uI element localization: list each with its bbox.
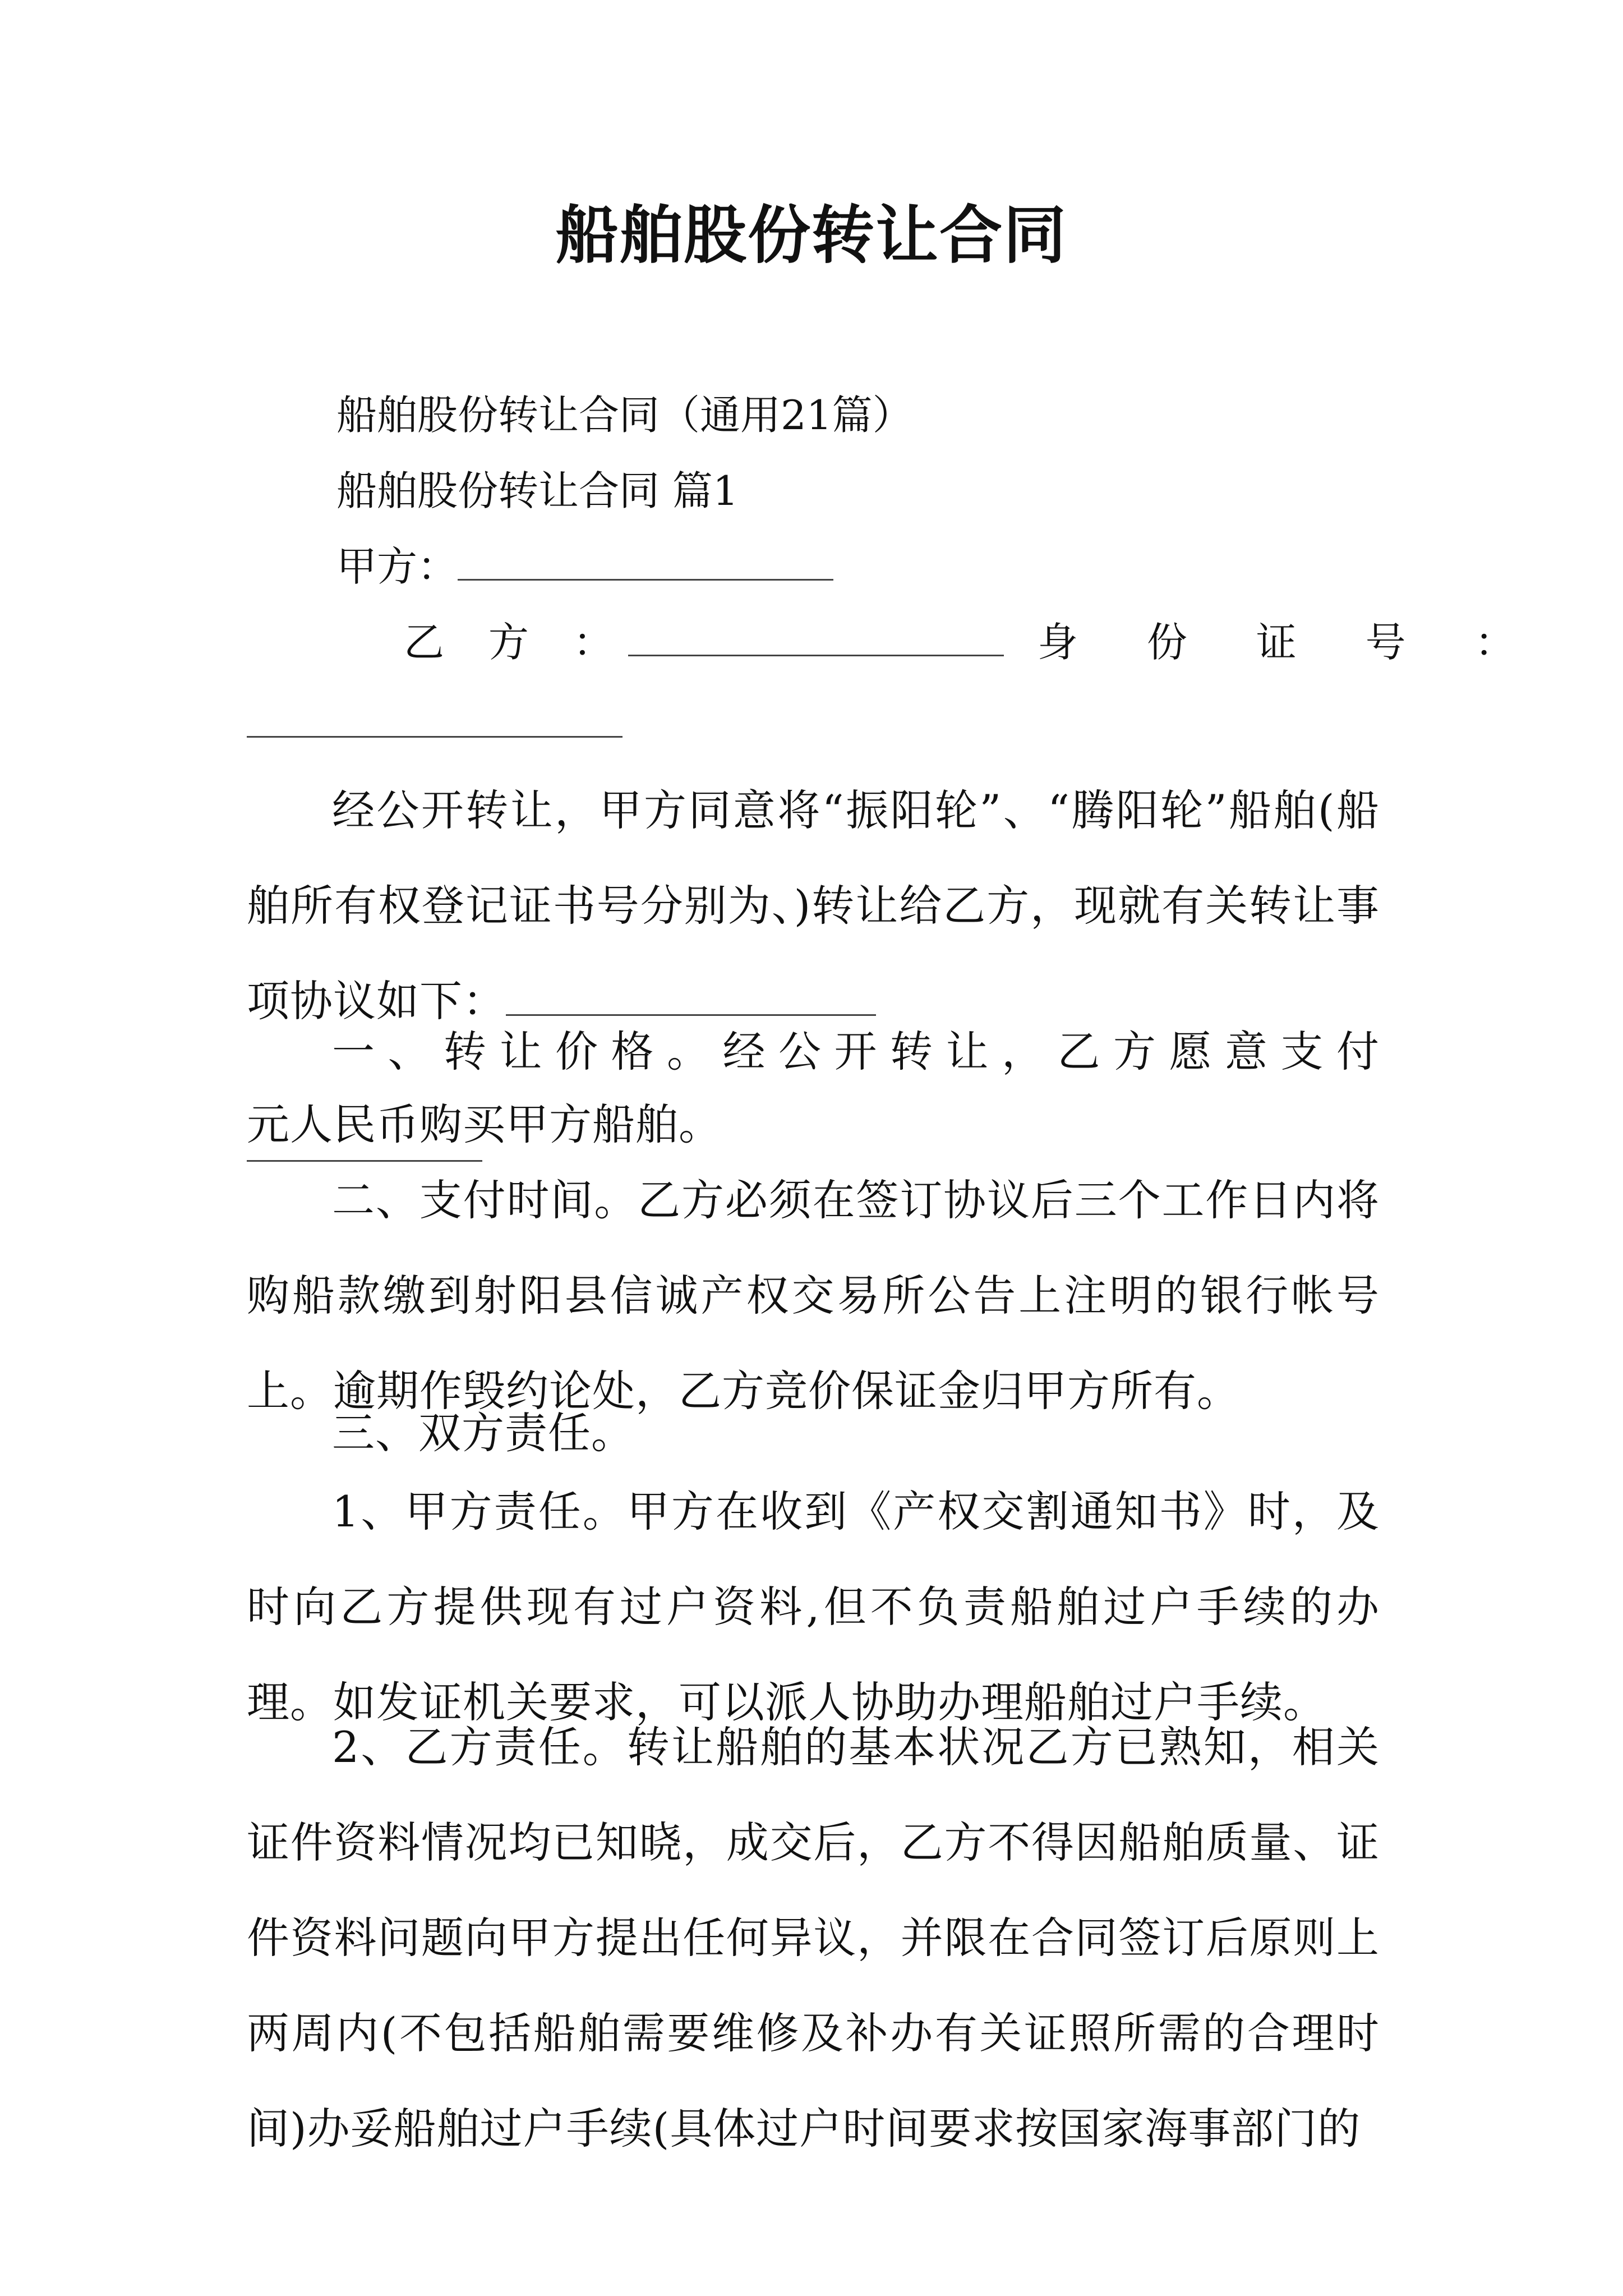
party-a-blank: [458, 545, 833, 581]
id-number-blank: [247, 702, 623, 738]
party-b-label: 乙 方 ：: [404, 619, 629, 666]
party-a-label: 甲方：: [336, 543, 458, 590]
paragraph-responsibility-heading: 三、双方责任。: [332, 1408, 634, 1458]
paragraph-party-a-duty: 1、甲方责任。甲方在收到《产权交割通知书》时，及时向乙方提供现有过户资料,但不负责船舶过户手续的办理。如发证机关要求，可以派人协助办理船舶过户手续。: [247, 1487, 1380, 1727]
id-number-label: 身 份 证 号 ：: [1038, 619, 1543, 666]
party-a-line: [336, 539, 833, 595]
paragraph-price-cont: 元人民币购买甲方船舶。: [247, 1099, 722, 1149]
section-heading: 船舶股份转让合同 篇1: [336, 467, 739, 514]
paragraph-payment: 二、支付时间。乙方必须在签订协议后三个工作日内将购船款缴到射阳县信诚产权交易所公告上注明的银行帐号上。逾期作毁约论处，乙方竞价保证金归甲方所有。: [247, 1175, 1380, 1416]
party-b-blank-wrap: [628, 614, 1004, 670]
paragraph-price-text: 一、转让价格。经公开转让，乙方愿意支付: [332, 1027, 1380, 1076]
id-number-line: [1038, 614, 1543, 670]
id-number-blank-wrap: [247, 696, 623, 752]
document-title: 船舶股份转让合同: [556, 199, 1067, 272]
document-subtitle: 船舶股份转让合同（通用21篇）: [336, 392, 913, 439]
paragraph-intro-text: 经公开转让，甲方同意将“振阳轮”、“腾阳轮”船舶(船舶所有权登记证书号分别为、)转让给乙方，现就有关转让事项协议如下：: [247, 785, 1380, 1026]
party-b-line: [404, 614, 629, 670]
party-b-blank: [628, 621, 1004, 656]
paragraph-party-b-duty: 2、乙方责任。转让船舶的基本状况乙方已熟知，相关证件资料情况均已知晓，成交后，乙方不得因船舶质量、证件资料问题向甲方提出任何异议，并限在合同签订后原则上两周内(不包括船舶需要维修及补办有关证照所需的合理时间)办妥船舶过户手续(具体过户时间要求按国家海事部门的: [247, 1722, 1380, 2154]
